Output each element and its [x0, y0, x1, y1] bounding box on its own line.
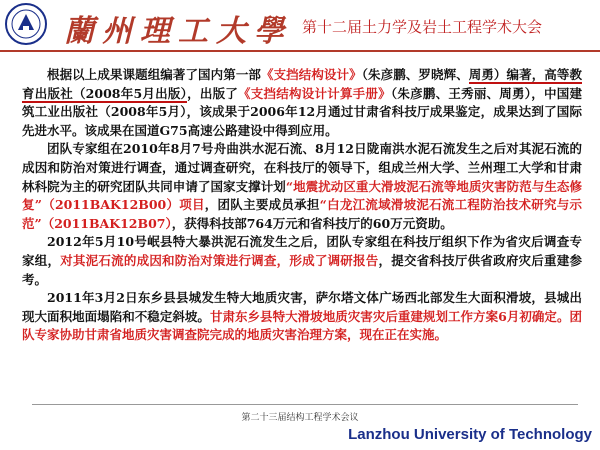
text-segment: 根据以上成果课题组编著了国内第一部 — [47, 67, 261, 82]
paragraph — [22, 140, 582, 233]
text-segment: （朱彦鹏、王秀丽、周勇），中国建筑工业出版社（2008年5月），该成果于2006年12月通过甘肃省科技厅成果鉴定，成果达到了国际先进水平。该成果在国道G75高速公路建设中得到应用。 — [22, 85, 582, 138]
slide-body — [22, 66, 582, 345]
footer-divider — [32, 404, 578, 405]
paragraph — [22, 233, 582, 289]
text-segment: ，团队主要成员承担 — [204, 197, 320, 213]
footer-conference: 第二十三届结构工程学术会议 — [241, 413, 359, 423]
text-segment: “地震扰动区重大滑坡泥石流等地质灾害防范与生态修复”（2011BAK12B00）项目 — [22, 178, 582, 213]
paragraph — [22, 66, 582, 140]
text-segment: ，提交省科技厅供省政府灾后重建参考。 — [22, 252, 582, 287]
text-segment: （朱彦鹏、罗晓辉、 — [361, 67, 469, 82]
header-divider — [0, 50, 600, 52]
text-segment: 《支挡结构设计》 — [261, 67, 362, 82]
text-segment: ，出版了 — [187, 85, 239, 101]
text-segment: 2011年3月2日东乡县县城发生特大地质灾害，萨尔塔文体广场西北部发生大面积滑坡，县城出现大面积地面塌陷和不稳定斜坡。 — [22, 290, 582, 324]
text-segment: 《支挡结构设计计算手册》 — [238, 85, 391, 101]
text-segment: 对其泥石流的成因和防治对策进行调查，形成了调研报告 — [60, 252, 379, 268]
text-segment: “白龙江流域滑坡泥石流工程防治技术研究与示范”（2011BAK12B07） — [22, 197, 582, 231]
text-segment: 2012年5月10号岷县特大暴洪泥石流发生之后，团队专家组在科技厅组织下作为省灾后调查专家组， — [22, 234, 582, 268]
text-segment: 团队专家组在2010年8月7号舟曲洪水泥石流、8月12日陇南洪水泥石流发生之后对其泥石流的成因和防治对策进行调查，通过调查研究，在科技厅的领导下，组成兰州大学、兰州理工大学和甘肃林科院为主的研究团队共同申请了国家支撑计划 — [22, 141, 582, 194]
paragraph — [22, 289, 582, 345]
conference-title: 第十二届土力学及岩土工程学术大会 — [302, 18, 543, 36]
slide-header — [0, 0, 600, 52]
university-calligraphy: 蘭州理工大學 — [64, 14, 292, 49]
text-segment: 甘肃东乡县特大滑坡地质灾害灾后重建规划工作方案6月初确定。团队专家协助甘肃省地质灾害调查院完成的地质灾害治理方案，现在正在实施。 — [22, 308, 582, 343]
university-english-name: Lanzhou University of Technology — [348, 426, 592, 443]
university-logo-icon — [4, 2, 48, 46]
text-segment: ，获得科技部764万元和省科技厅的60万元资助。 — [171, 215, 453, 231]
text-segment: 周勇）编著，高等教育出版社（2008年5月出版） — [22, 67, 582, 101]
